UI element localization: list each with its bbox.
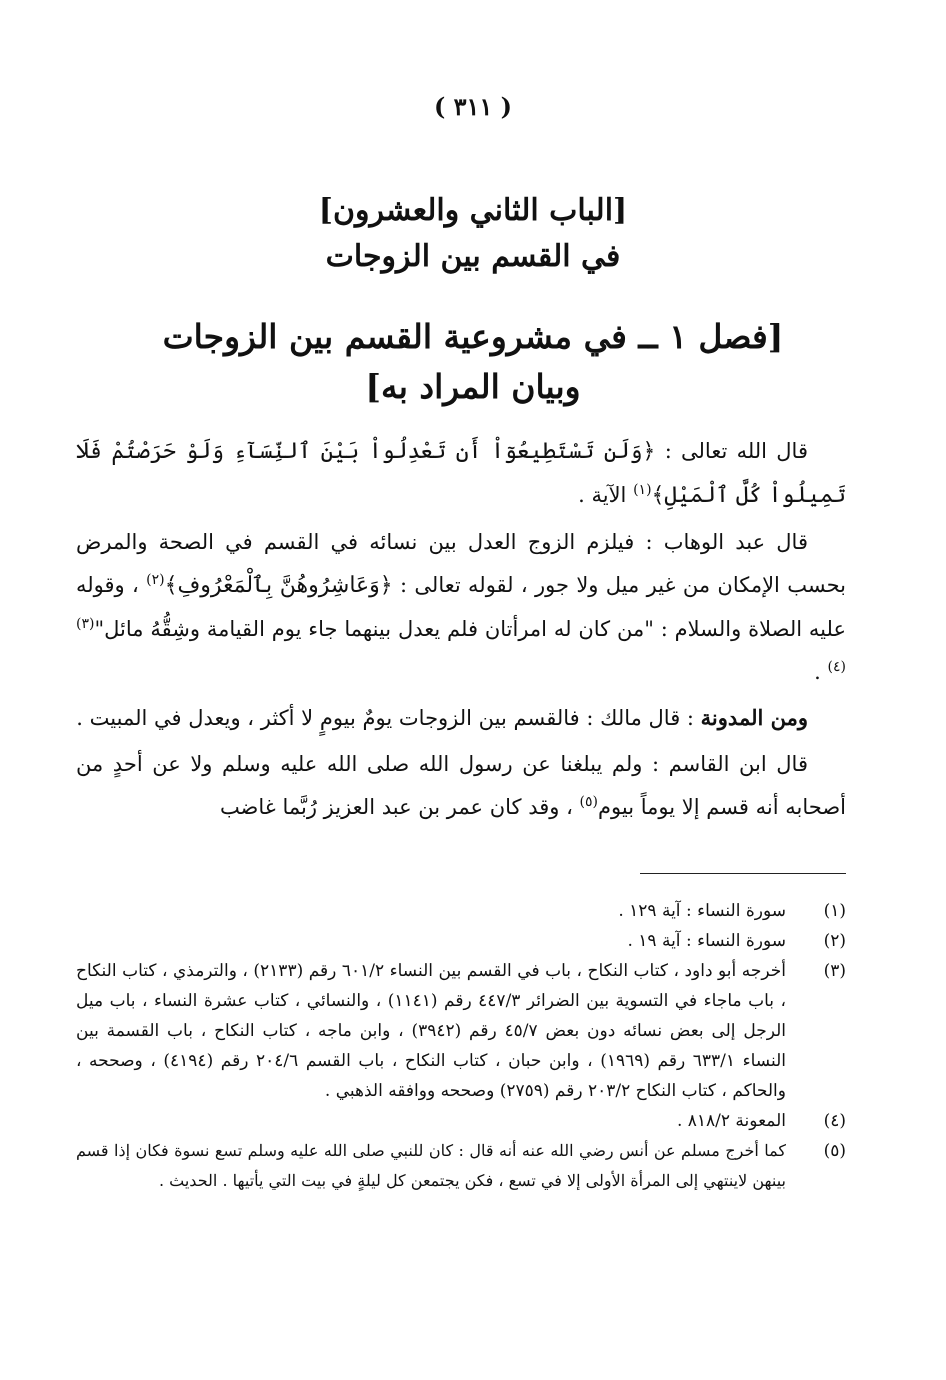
footnote-text: سورة النساء : آية ١٩ . bbox=[627, 931, 786, 951]
footnote-ref-4: (٤) bbox=[827, 659, 846, 675]
footnote-text: سورة النساء : آية ١٢٩ . bbox=[618, 901, 786, 921]
paragraph-1-intro: قال الله تعالى : bbox=[655, 439, 808, 463]
footnote-number: (٣) bbox=[823, 961, 846, 981]
chapter-heading bbox=[0, 188, 946, 280]
source-label: ومن المدونة bbox=[700, 705, 808, 730]
chapter-subtitle: في القسم بين الزوجات bbox=[325, 239, 621, 274]
section-heading bbox=[0, 312, 946, 412]
footnote-item bbox=[76, 926, 846, 956]
paragraph-4-text2: ، وقد كان عمر بن عبد العزيز رُبَّما غاضب bbox=[219, 795, 580, 819]
section-title-line2: وبيان المراد به] bbox=[365, 367, 581, 406]
paragraph-1 bbox=[76, 432, 846, 515]
footnote-number: (١) bbox=[823, 901, 846, 921]
footnote-item bbox=[76, 1136, 846, 1196]
paragraph-4 bbox=[76, 745, 846, 826]
footnote-item bbox=[76, 1106, 846, 1136]
paragraph-2-text1: قال عبد الوهاب : فيلزم الزوج العدل بين نسائه في القسم في الصحة والمرض بحسب الإمكان من غير ميل ولا جور ، لقوله تعالى : bbox=[76, 530, 846, 597]
footnote-ref-1: (١) bbox=[633, 482, 652, 498]
footnote-text: كما أخرج مسلم عن أنس رضي الله عنه أنه قال : كان للنبي صلى الله عليه وسلم تسع نسوة فكان إذا قسم بينهن لاينتهي إلى المرأة الأولى إلا في تسع ، فكن يجتمعن كل ليلةٍ في بيت التي يأتيها . الحديث . bbox=[76, 1141, 786, 1190]
footnote-ref-2: (٢) bbox=[146, 572, 165, 588]
footnote-ref-5: (٥) bbox=[579, 794, 599, 810]
paragraph-4-text1: قال ابن القاسم : ولم يبلغنا عن رسول الله صلى الله عليه وسلم ولا عن أحدٍ من أصحابه أنه قسم إلا يوماً بيوم bbox=[76, 752, 846, 819]
paragraph-2-text2: ، وقوله عليه الصلاة والسلام : "من كان له امرأتان فلم يعدل بينهما جاء يوم القيامة وشِقُّهُ مائل" bbox=[76, 573, 846, 641]
footnote-item bbox=[76, 956, 846, 1106]
quran-verse-1: ﴿وَلَن تَسْتَطِيعُوٓاْ أَن تَعْدِلُواْ بَيْنَ ٱلنِّسَآءِ وَلَوْ حَرَصْتُمْ فَلَا تَمِيلُواْ كُلَّ ٱلْمَيْلِ﴾ bbox=[76, 439, 846, 508]
footnote-ref-3: (٣) bbox=[76, 616, 95, 632]
page-number: ( ٣١١ ) bbox=[433, 92, 513, 121]
quran-verse-2: ﴿وَعَاشِرُوهُنَّ بِٱلْمَعْرُوفِ﴾ bbox=[164, 573, 393, 598]
paragraph-2 bbox=[76, 523, 846, 691]
paragraph-1-end: الآية . bbox=[578, 483, 634, 507]
footnote-number: (٢) bbox=[823, 931, 846, 951]
footnotes bbox=[76, 896, 846, 1196]
paragraph-3 bbox=[76, 699, 846, 737]
footnote-divider bbox=[640, 873, 846, 874]
paragraph-3-text: : قال مالك : فالقسم بين الزوجات يومٌ بيومٍ لا أكثر ، ويعدل في المبيت . bbox=[76, 706, 701, 730]
body-text bbox=[76, 432, 846, 834]
footnote-text: المعونة ٨١٨/٢ . bbox=[676, 1111, 786, 1131]
section-title-line1: [فصل ١ ــ في مشروعية القسم بين الزوجات bbox=[162, 317, 784, 356]
footnote-item bbox=[76, 896, 846, 926]
footnote-number: (٤) bbox=[823, 1111, 846, 1131]
footnote-text: أخرجه أبو داود ، كتاب النكاح ، باب في القسم بين النساء ٦٠١/٢ رقم (٢١٣٣) ، والترمذي ، كتاب النكاح ، باب ماجاء في التسوية بين الضرائر ٤٤٧/٣ رقم (١١٤١) ، والنسائي ، كتاب عشرة النساء ، باب ميل الرجل إلى بعض نسائه دون بعض ٤٥/٧ رقم (٣٩٤٢) ، وابن ماجه ، كتاب النكاح ، باب القسمة بين النساء ٦٣٣/١ رقم (١٩٦٩) ، وابن حبان ، كتاب النكاح ، باب القسم ٢٠٤/٦ رقم (٤١٩٤) ، وصححه ، والحاكم ، كتاب النكاح ٢٠٣/٢ رقم (٢٧٥٩) وصححه ووافقه الذهبي . bbox=[76, 961, 787, 1101]
footnote-number: (٥) bbox=[823, 1141, 846, 1161]
paragraph-2-end: . bbox=[814, 660, 828, 684]
chapter-title: [الباب الثاني والعشرون] bbox=[318, 193, 628, 228]
